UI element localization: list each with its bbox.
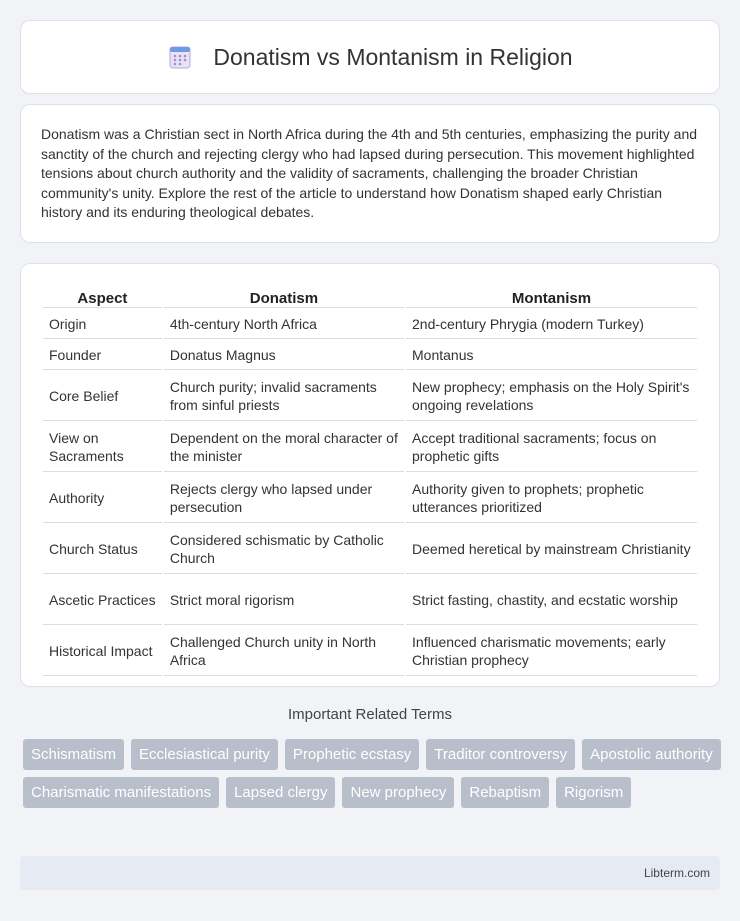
- footer: [20, 856, 720, 890]
- term-tag[interactable]: Charismatic manifestations: [23, 777, 219, 808]
- related-terms-list: [23, 739, 723, 808]
- table-cell: Authority: [43, 474, 162, 523]
- page-title: Donatism vs Montanism in Religion: [213, 43, 573, 70]
- table-cell: Church Status: [43, 525, 162, 574]
- intro-paragraph: Donatism was a Christian sect in North Africa during the 4th and 5th centuries, emphasizing the purity and sanctity of the church and rejecting clergy who had lapsed during persecution. This movement highlighted tensions about church authority and the validity of sacraments, challenging the broader Christian community's unity. Explore the rest of the article to understand how Donatism shaped early Christian history and its enduring theological debates.: [41, 126, 698, 220]
- table-row: [43, 525, 697, 574]
- table-header-row: [43, 282, 697, 308]
- footer-site-link[interactable]: Libterm.com: [643, 866, 710, 880]
- table-cell: Dependent on the moral character of the minister: [164, 423, 404, 472]
- table-row: [43, 627, 697, 676]
- table-cell: 4th-century North Africa: [164, 310, 404, 339]
- table-cell: Challenged Church unity in North Africa: [164, 627, 404, 676]
- term-tag[interactable]: Lapsed clergy: [226, 777, 335, 808]
- table-cell: Accept traditional sacraments; focus on prophetic gifts: [406, 423, 697, 472]
- comparison-table: [41, 280, 699, 678]
- table-cell: Ascetic Practices: [43, 576, 162, 625]
- table-cell: Montanus: [406, 341, 697, 370]
- table-cell: Considered schismatic by Catholic Church: [164, 525, 404, 574]
- table-cell: View on Sacraments: [43, 423, 162, 472]
- table-cell: Core Belief: [43, 372, 162, 421]
- table-cell: Historical Impact: [43, 627, 162, 676]
- table-row: [43, 474, 697, 523]
- intro-card: [20, 104, 720, 243]
- table-cell: Origin: [43, 310, 162, 339]
- term-tag[interactable]: Rigorism: [556, 777, 631, 808]
- header-card: [20, 20, 720, 94]
- table-cell: Rejects clergy who lapsed under persecution: [164, 474, 404, 523]
- term-tag[interactable]: New prophecy: [342, 777, 454, 808]
- term-tag[interactable]: Prophetic ecstasy: [285, 739, 419, 770]
- table-row: [43, 341, 697, 370]
- table-row: [43, 310, 697, 339]
- header-donatism: Donatism: [164, 282, 404, 308]
- table-cell: Authority given to prophets; prophetic utterances prioritized: [406, 474, 697, 523]
- table-row: [43, 423, 697, 472]
- table-cell: Founder: [43, 341, 162, 370]
- table-cell: Church purity; invalid sacraments from sinful priests: [164, 372, 404, 421]
- table-cell: Deemed heretical by mainstream Christianity: [406, 525, 697, 574]
- table-row: [43, 576, 697, 625]
- comparison-table-card: [20, 263, 720, 687]
- table-cell: 2nd-century Phrygia (modern Turkey): [406, 310, 697, 339]
- term-tag[interactable]: Apostolic authority: [582, 739, 721, 770]
- table-row: [43, 372, 697, 421]
- table-cell: Donatus Magnus: [164, 341, 404, 370]
- table-cell: Strict moral rigorism: [164, 576, 404, 625]
- related-terms-title: Important Related Terms: [288, 706, 452, 723]
- term-tag[interactable]: Schismatism: [23, 739, 124, 770]
- header-montanism: Montanism: [406, 282, 697, 308]
- term-tag[interactable]: Rebaptism: [461, 777, 549, 808]
- table-cell: Influenced charismatic movements; early Christian prophecy: [406, 627, 697, 676]
- table-cell: Strict fasting, chastity, and ecstatic worship: [406, 576, 697, 625]
- term-tag[interactable]: Traditor controversy: [426, 739, 575, 770]
- table-cell: New prophecy; emphasis on the Holy Spirit's ongoing revelations: [406, 372, 697, 421]
- header-aspect: Aspect: [43, 282, 162, 308]
- document-icon: [167, 44, 193, 70]
- term-tag[interactable]: Ecclesiastical purity: [131, 739, 278, 770]
